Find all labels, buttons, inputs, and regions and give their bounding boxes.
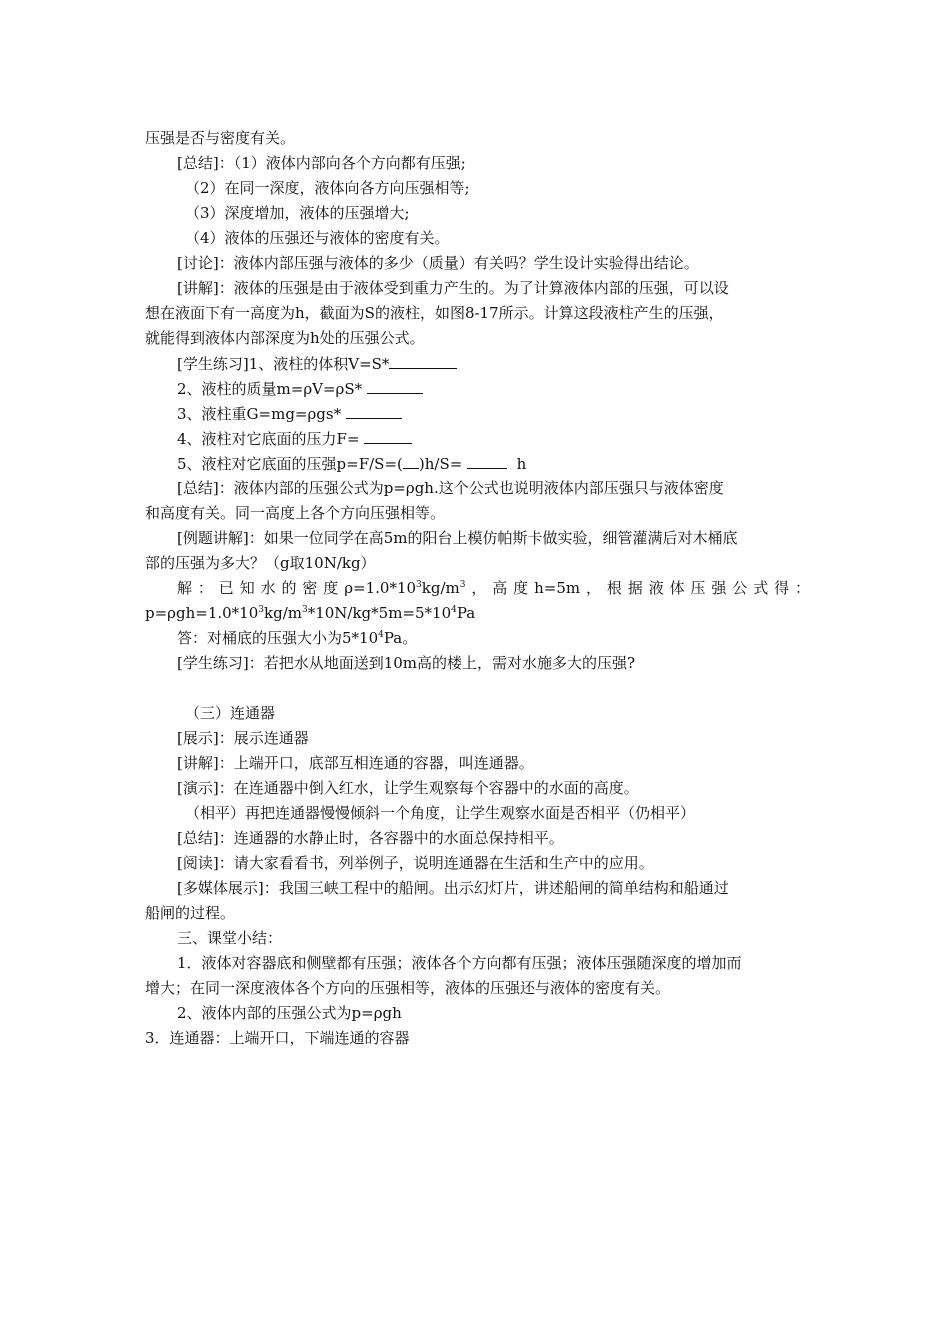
summary-item: 增大；在同一深度液体各个方向的压强相等，液体的压强还与液体的密度有关。 [145, 979, 671, 997]
answer-blank[interactable] [346, 403, 402, 419]
lecture-line: 想在液面下有一高度为h，截面为S的液柱，如图8-17所示。计算这段液柱产生的压强， [145, 304, 724, 322]
answer-blank[interactable] [364, 428, 412, 444]
exponent: 3 [416, 580, 422, 590]
text-line: [多媒体展示]：我国三峡工程中的船闸。出示幻灯片，讲述船闸的简单结构和船通过 [177, 879, 729, 897]
summary-item: 2、液体内部的压强公式为p=ρgh [177, 1004, 402, 1022]
lecture-line: [讲解]：液体的压强是由于液体受到重力产生的。为了计算液体内部的压强，可以设 [177, 279, 729, 297]
solution-text: kg/m [264, 604, 302, 622]
solution-text: Pa [456, 604, 476, 622]
exercise-line [177, 378, 423, 399]
answer-blank[interactable] [467, 453, 507, 469]
answer-line [177, 628, 417, 648]
exercise-line [177, 428, 412, 449]
exercise-text: [学生练习]1、液柱的体积V=S* [177, 355, 390, 373]
solution-text: *10N/kg*5m=5*10 [307, 604, 452, 622]
summary-item: （3）深度增加，液体的压强增大; [185, 204, 410, 222]
solution-text: p=ρgh=1.0*10 [145, 604, 259, 622]
answer-blank[interactable] [367, 378, 423, 394]
exercise-text: 5、液柱对它底面的压强p=F/S=( [177, 455, 403, 473]
exercise-line: [学生练习]：若把水从地面送到10m高的楼上，需对水施多大的压强? [177, 654, 636, 672]
exercise-text: h [516, 455, 527, 473]
text-line: （相平）再把连通器慢慢倾斜一个角度，让学生观察水面是否相平（仍相平） [185, 804, 696, 822]
exponent: 4 [451, 605, 457, 615]
summary-line: [总结]：液体内部的压强公式为p=ρgh.这个公式也说明液体内部压强只与液体密度 [177, 479, 724, 497]
summary-line: [总结]：（1）液体内部向各个方向都有压强; [177, 154, 466, 172]
summary-item: （4）液体的压强还与液体的密度有关。 [185, 229, 450, 247]
text-line: [讲解]：上端开口，底部互相连通的容器，叫连通器。 [177, 754, 534, 772]
summary-item: 3．连通器：上端开口，下端连通的容器 [145, 1029, 410, 1047]
exercise-line [177, 453, 526, 474]
text-line: 船闸的过程。 [145, 904, 236, 922]
solution-text: ，高度h=5m，根据液体压强公式得： [465, 579, 810, 597]
exponent: 4 [378, 630, 384, 640]
text-line: 压强是否与密度有关。 [145, 129, 296, 147]
solution-text: 解：已知水的密度ρ=1.0*10 [177, 579, 417, 597]
exercise-text: 2、液柱的质量m=ρV=ρS* [177, 380, 363, 398]
text-line: [演示]：在连通器中倒入红水，让学生观察每个容器中的水面的高度。 [177, 779, 639, 797]
example-line: 部的压强为多大？（g取10N/kg） [145, 554, 376, 572]
exponent: 3 [459, 580, 466, 590]
example-line: [例题讲解]：如果一位同学在高5m的阳台上模仿帕斯卡做实验，细管灌满后对木桶底 [177, 529, 738, 547]
lecture-line: 就能得到液体内部深度为h处的压强公式。 [145, 329, 425, 347]
exercise-text: 4、液柱对它底面的压力F= [177, 430, 360, 448]
text-line: [阅读]：请大家看看书，列举例子，说明连通器在生活和生产中的应用。 [177, 854, 654, 872]
section-heading: 三、课堂小结： [177, 929, 283, 947]
summary-item: （2）在同一深度，液体向各方向压强相等; [185, 179, 470, 197]
summary-item: 1．液体对容器底和侧壁都有压强；液体各个方向都有压强；液体压强随深度的增加而 [177, 954, 742, 972]
answer-text: 答：对桶底的压强大小为5*10 [177, 629, 379, 647]
exercise-text: 3、液柱重G=mg=ρgs* [177, 405, 342, 423]
answer-blank[interactable] [403, 453, 419, 469]
text-line: [总结]：连通器的水静止时，各容器中的水面总保持相平。 [177, 829, 564, 847]
exercise-text: )h/S= [418, 455, 463, 473]
section-heading: （三）连通器 [185, 704, 276, 722]
text-line: [展示]：展示连通器 [177, 729, 309, 747]
answer-text: Pa。 [383, 629, 418, 647]
solution-text: kg/m [421, 579, 460, 597]
exercise-line [177, 403, 402, 424]
discussion-line: [讨论]：液体内部压强与液体的多少（质量）有关吗？学生设计实验得出结论。 [177, 254, 699, 272]
exponent: 3 [258, 605, 264, 615]
solution-line [145, 603, 475, 623]
exercise-line [177, 353, 457, 374]
answer-blank[interactable] [389, 353, 457, 369]
exponent: 3 [301, 605, 308, 615]
solution-line [177, 578, 810, 598]
summary-line: 和高度有关。同一高度上各个方向压强相等。 [145, 504, 446, 522]
